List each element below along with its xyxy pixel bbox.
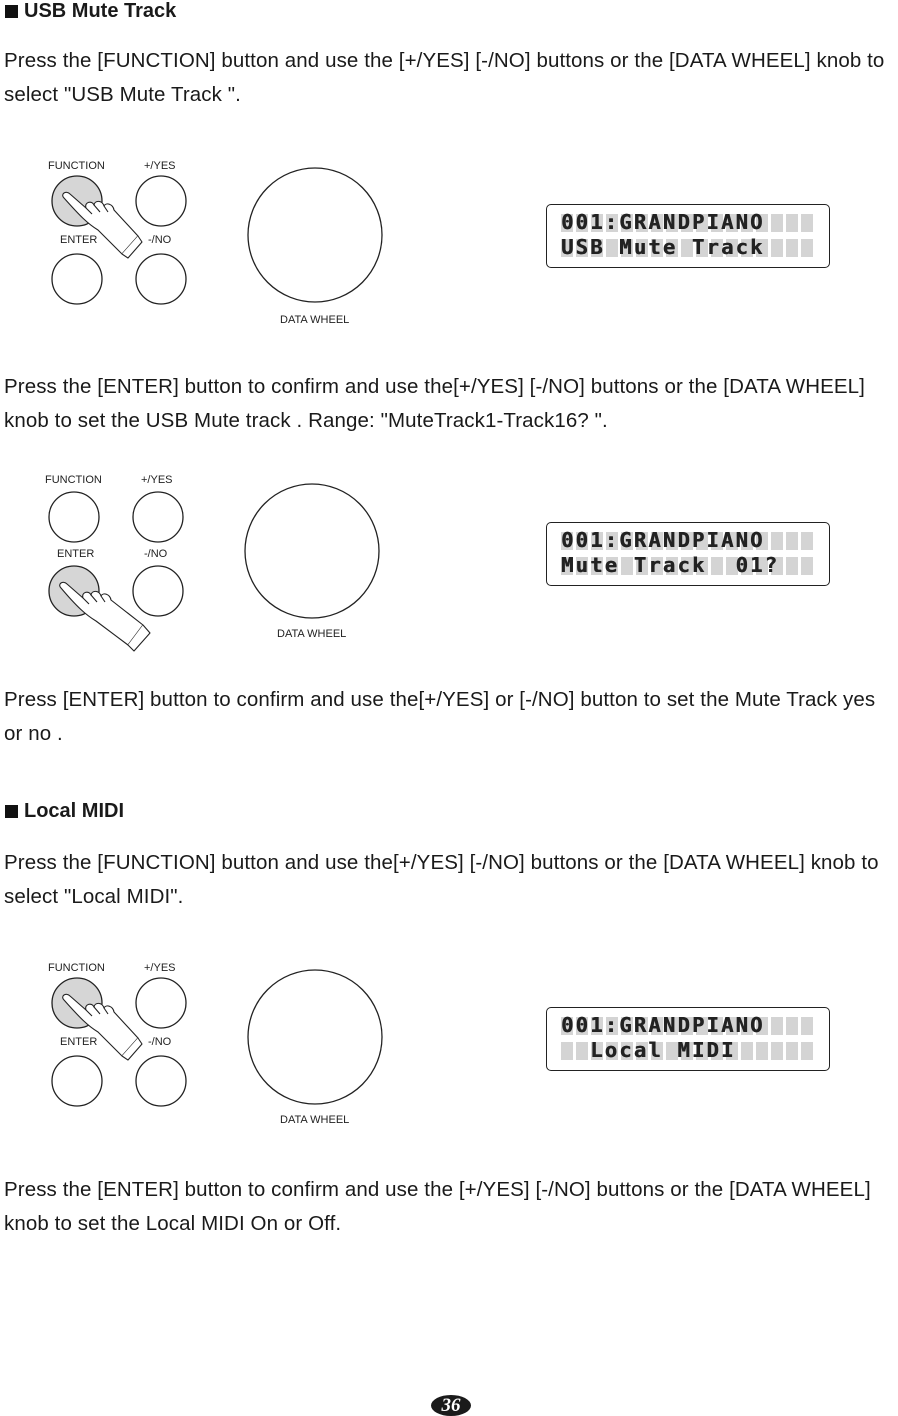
enter-label: ENTER [57,548,95,560]
no-label: -/NO [148,234,172,246]
lcd-line-2: Mute Track 01? [561,553,815,578]
lcd-line-1: 001:GRANDPIANO [561,528,815,553]
function-label: FUNCTION [45,474,102,486]
yes-button [136,176,186,226]
instruction-paragraph: Press [ENTER] button to confirm and use the[+/YES] or [-/NO] button to set the Mute Track yes or no . [4,688,876,745]
yes-label: +/YES [144,962,176,974]
yes-button [136,978,186,1028]
instruction-paragraph: Press the [ENTER] button to confirm and use the [+/YES] [-/NO] buttons or the [DATA WHEEL] knob to set the Local MIDI On or Off. [4,1178,871,1235]
lcd-display [546,1007,830,1071]
no-button [136,1056,186,1106]
function-label: FUNCTION [48,160,105,172]
yes-label: +/YES [141,474,173,486]
yes-button [133,492,183,542]
instruction-paragraph: Press the [ENTER] button to confirm and use the[+/YES] [-/NO] buttons or the [DATA WHEEL] knob to set the USB Mute track . Range: "MuteTrack1-Track16? ". [4,375,865,432]
diagram-function-select-usb-mute [0,150,898,340]
data-wheel [245,484,379,618]
lcd-line-2: Local MIDI [561,1038,815,1063]
no-button [136,254,186,304]
instruction-paragraph: Press the [FUNCTION] button and use the[+/YES] [-/NO] buttons or the [DATA WHEEL] knob to select "Local MIDI". [4,851,879,908]
no-label: -/NO [148,1036,172,1048]
bullet-square-icon [5,5,18,18]
instruction-paragraph: Press the [FUNCTION] button and use the [+/YES] [-/NO] buttons or the [DATA WHEEL] knob to select "USB Mute Track ". [4,49,885,106]
data-wheel-label: DATA WHEEL [280,1114,350,1126]
enter-button [52,1056,102,1106]
data-wheel-label: DATA WHEEL [280,314,350,326]
function-button [49,492,99,542]
enter-button [52,254,102,304]
diagram-enter-set-mute-track [0,465,898,655]
lcd-display [546,204,830,268]
no-label: -/NO [144,548,168,560]
section-heading-local-midi [5,800,124,823]
bullet-square-icon [5,805,18,818]
data-wheel-label: DATA WHEEL [277,628,347,640]
section-title: Local MIDI [24,800,125,822]
enter-label: ENTER [60,1036,98,1048]
enter-label: ENTER [60,234,98,246]
section-title: USB Mute Track [24,0,177,22]
section-heading-usb-mute-track [5,0,176,23]
function-label: FUNCTION [48,962,105,974]
lcd-display [546,522,830,586]
lcd-line-1: 001:GRANDPIANO [561,210,815,235]
data-wheel [248,970,382,1104]
lcd-line-1: 001:GRANDPIANO [561,1013,815,1038]
no-button [133,566,183,616]
diagram-function-select-local-midi [0,952,898,1142]
page-number: 36 [431,1395,471,1416]
data-wheel [248,168,382,302]
yes-label: +/YES [144,160,176,172]
lcd-line-2: USB Mute Track [561,235,815,260]
